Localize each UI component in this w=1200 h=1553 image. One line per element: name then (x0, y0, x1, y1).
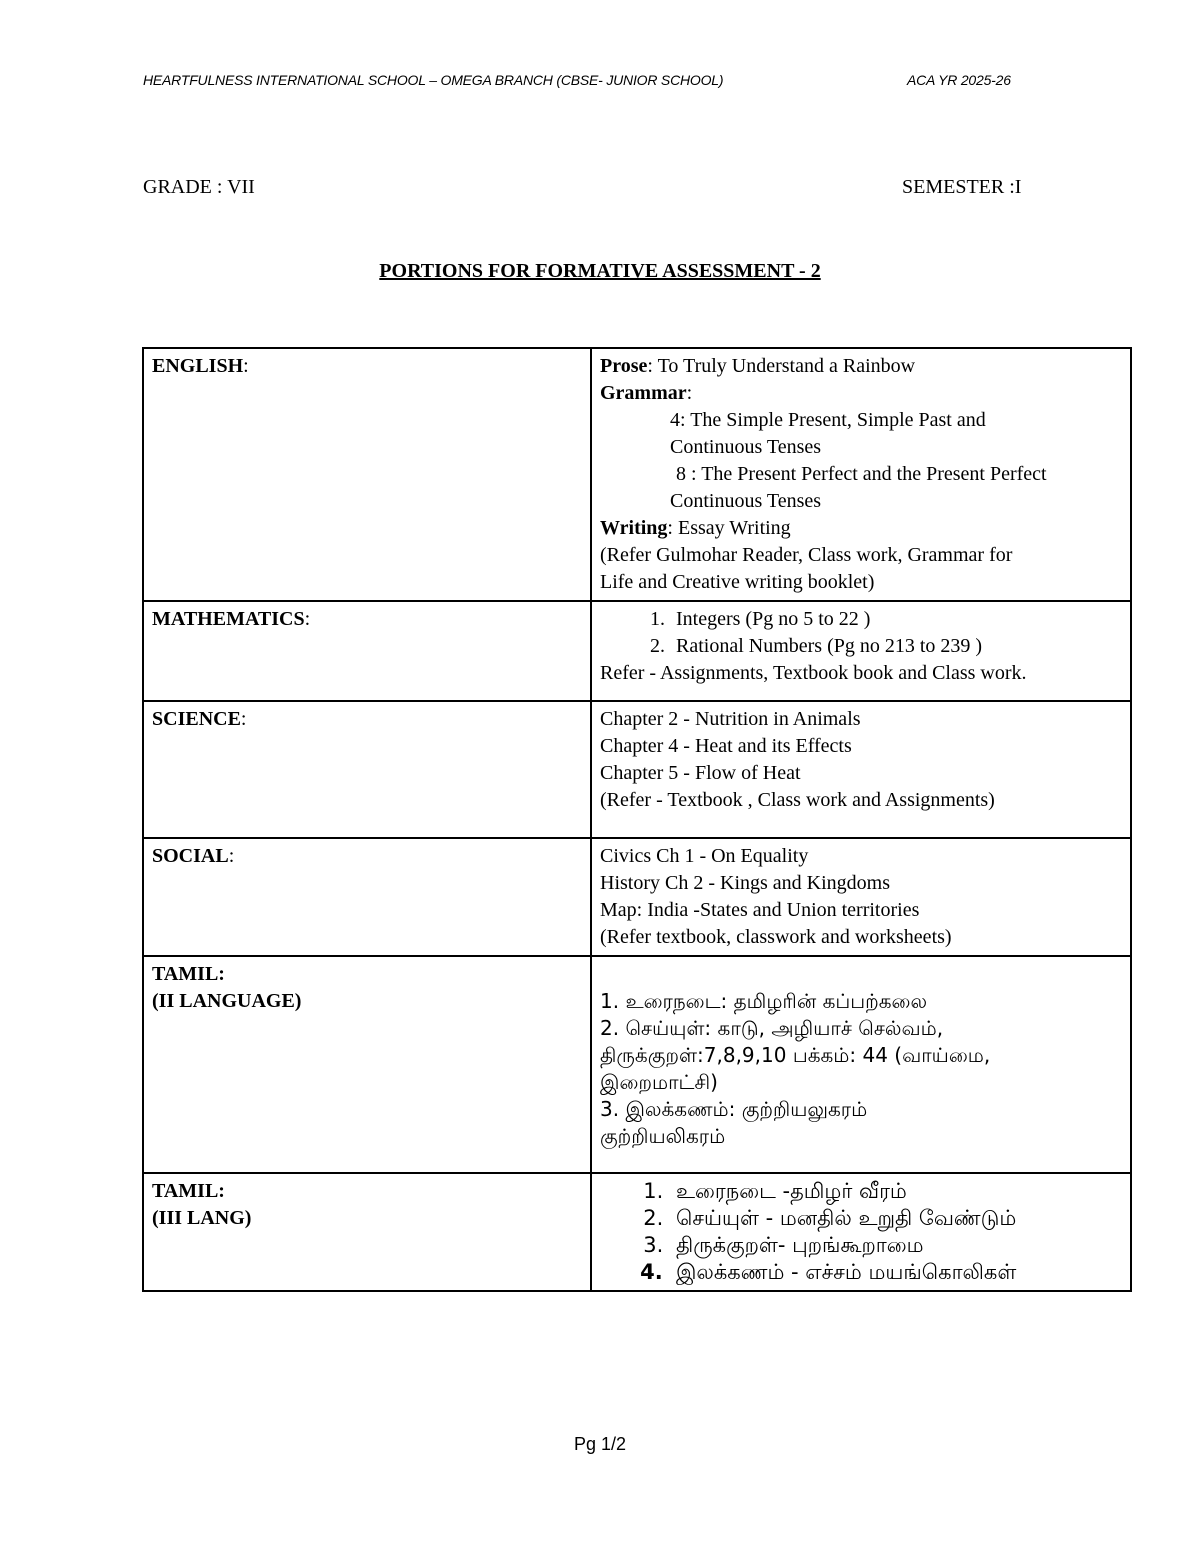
tamil-line: 2. செய்யுள்: காடு, அழியாச் செல்வம், (600, 1016, 944, 1040)
subject-subtitle: (II LANGUAGE) (152, 990, 302, 1012)
subject-cell (143, 838, 591, 956)
grammar-item: 8 : The Present Perfect and the Present Perfect (676, 463, 1047, 485)
document-header (143, 72, 1043, 88)
subject-subtitle: (III LANG) (152, 1207, 252, 1229)
school-name: HEARTFULNESS INTERNATIONAL SCHOOL – OMEGA BRANCH (CBSE- JUNIOR SCHOOL) (143, 72, 724, 88)
table-row-tamil-third-language (143, 1173, 1131, 1291)
list-item: 2. Rational Numbers (Pg no 213 to 239 ) (670, 633, 1122, 660)
grade-label: GRADE : VII (143, 176, 255, 198)
portion-cell (591, 956, 1131, 1173)
tamil-line: 1. உரைநடை: தமிழரின் கப்பற்கலை (600, 989, 928, 1013)
portion-cell (591, 838, 1131, 956)
chapter-line: Chapter 2 - Nutrition in Animals (600, 708, 861, 730)
subject-name: SOCIAL (152, 845, 229, 867)
list-item: 1. Integers (Pg no 5 to 22 ) (670, 606, 1122, 633)
list-item: 4. இலக்கணம் - எச்சம் மயங்கொலிகள் (670, 1259, 1122, 1286)
table-row-english (143, 348, 1131, 601)
tamil-line: திருக்குறள்:7,8,9,10 பக்கம்: 44 (வாய்மை, (600, 1043, 991, 1067)
grammar-item: 4: The Simple Present, Simple Past and (670, 409, 986, 431)
portion-cell (591, 1173, 1131, 1291)
subject-cell (143, 701, 591, 838)
subject-colon: : (243, 355, 249, 377)
subject-cell (143, 601, 591, 701)
portion-cell (591, 348, 1131, 601)
prose-line: Prose: To Truly Understand a Rainbow (600, 355, 916, 377)
tamil-list (600, 1178, 1122, 1286)
tamil-line: குற்றியலிகரம் (600, 1124, 726, 1148)
subject-cell (143, 348, 591, 601)
table-row-mathematics (143, 601, 1131, 701)
grammar-line: Grammar: (600, 382, 693, 404)
list-item: 3. திருக்குறள்- புறங்கூறாமை (670, 1232, 1122, 1259)
semester-label: SEMESTER :I (902, 176, 1022, 198)
table-row-tamil-second-language (143, 956, 1131, 1173)
chapter-line: History Ch 2 - Kings and Kingdoms (600, 872, 890, 894)
page-number: Pg 1/2 (573, 1434, 627, 1454)
maths-list (600, 606, 1122, 660)
grammar-item: Continuous Tenses (670, 490, 822, 512)
subject-colon: : (228, 845, 235, 867)
refer-line: (Refer textbook, classwork and worksheets) (600, 926, 952, 948)
tamil-line: இறைமாட்சி) (600, 1070, 718, 1094)
grammar-item: Continuous Tenses (670, 436, 822, 458)
list-item: 1. உரைநடை -தமிழர் வீரம் (670, 1178, 1122, 1205)
grammar-label: Grammar (600, 382, 687, 404)
list-item: 2. செய்யுள் - மனதில் உறுதி வேண்டும் (670, 1205, 1122, 1232)
subject-cell (143, 1173, 591, 1291)
refer-line: (Refer - Textbook , Class work and Assignments) (600, 789, 995, 811)
refer-line: Life and Creative writing booklet) (600, 571, 875, 593)
subject-colon: : (240, 708, 247, 730)
subject-name: MATHEMATICS (152, 608, 305, 630)
subject-name: TAMIL: (152, 963, 225, 985)
portion-cell (591, 601, 1131, 701)
academic-year: ACA YR 2025-26 (907, 72, 1011, 88)
subject-name: ENGLISH (152, 355, 244, 377)
subject-name: SCIENCE (152, 708, 241, 730)
portion-cell (591, 701, 1131, 838)
page-title: PORTIONS FOR FORMATIVE ASSESSMENT - 2 (379, 260, 821, 282)
portions-table (142, 347, 1132, 1292)
chapter-line: Chapter 5 - Flow of Heat (600, 762, 801, 784)
chapter-line: Chapter 4 - Heat and its Effects (600, 735, 852, 757)
subject-name: TAMIL: (152, 1180, 225, 1202)
chapter-line: Map: India -States and Union territories (600, 899, 920, 921)
tamil-line: 3. இலக்கணம்: குற்றியலுகரம் (600, 1097, 868, 1121)
table-row-social (143, 838, 1131, 956)
writing-label: Writing (600, 517, 668, 539)
chapter-line: Civics Ch 1 - On Equality (600, 845, 809, 867)
table-row-science (143, 701, 1131, 838)
writing-line: Writing: Essay Writing (600, 517, 791, 539)
prose-label: Prose (600, 355, 648, 377)
refer-line: (Refer Gulmohar Reader, Class work, Grammar for (600, 544, 1013, 566)
subject-colon: : (304, 608, 311, 630)
subject-cell (143, 956, 591, 1173)
refer-line: Refer - Assignments, Textbook book and Class work. (600, 662, 1027, 684)
